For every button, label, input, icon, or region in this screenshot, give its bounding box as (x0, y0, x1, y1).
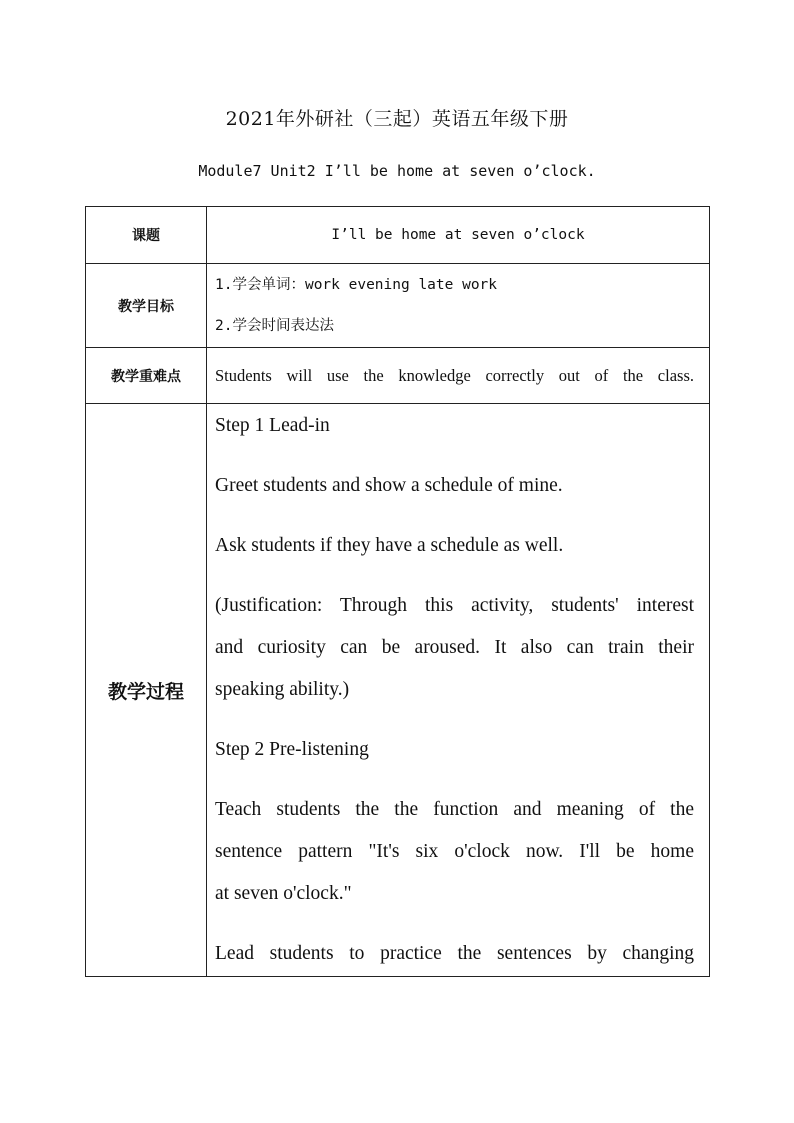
topic-label: 课题 (86, 207, 207, 264)
process-content (207, 404, 710, 977)
key-points-label: 教学重难点 (86, 348, 207, 404)
process-line: sentence pattern "It's six o'clock now. I'll be home (215, 841, 694, 862)
process-line: speaking ability.) (215, 679, 350, 700)
topic-value: I’ll be home at seven o’clock (207, 207, 710, 264)
objectives-content (207, 264, 710, 348)
lesson-plan-table (85, 206, 710, 977)
table-row-key-points (86, 348, 710, 404)
process-line: Ask students if they have a schedule as well. (215, 535, 564, 556)
table-row-objectives (86, 264, 710, 348)
document-title: 2021年外研社（三起）英语五年级下册 (225, 108, 569, 130)
process-line: Lead students to practice the sentences by changing (215, 943, 694, 964)
process-line: Step 1 Lead-in (215, 415, 330, 436)
process-line: Step 2 Pre-listening (215, 739, 369, 760)
key-points-value: Students will use the knowledge correctly out of the class. (207, 348, 710, 404)
objective-line-2: 2.学会时间表达法 (215, 317, 334, 334)
document-subtitle: Module7 Unit2 I’ll be home at seven o’clock. (198, 162, 596, 180)
table-row-topic (86, 207, 710, 264)
process-label: 教学过程 (86, 404, 207, 977)
table-row-process (86, 404, 710, 977)
process-line: (Justification: Through this activity, students' interest (215, 595, 694, 616)
objective-line-1: 1.学会单词：work evening late work (215, 276, 498, 293)
process-line: and curiosity can be aroused. It also can train their (215, 637, 694, 658)
objectives-label: 教学目标 (86, 264, 207, 348)
process-line: at seven o'clock." (215, 883, 352, 904)
process-line: Greet students and show a schedule of mine. (215, 475, 563, 496)
process-line: Teach students the the function and meaning of the (215, 799, 694, 820)
